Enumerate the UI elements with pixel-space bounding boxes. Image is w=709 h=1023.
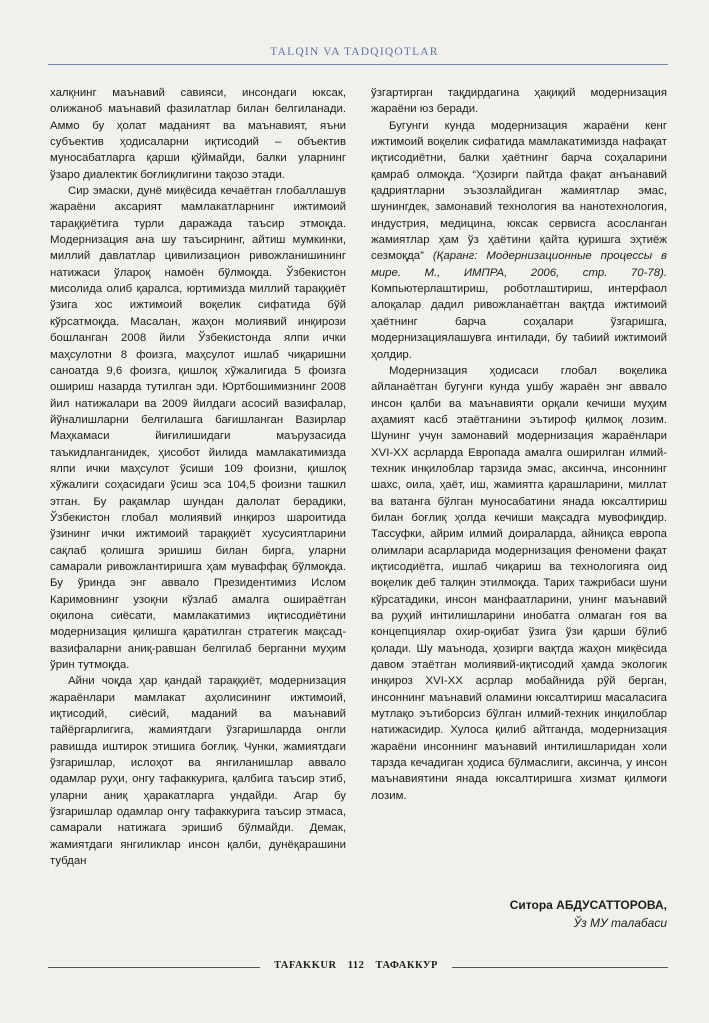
author-signature — [371, 896, 667, 932]
paragraph-continuation: Компьютерлаштириш, роботлаштириш, интерфаол алоқалар дадил ривожланаётган вақтда ижтимоий ҳаётнинг барча соҳалари ўзгаришга, модернизациялашувга интилади, бу табиий ижтимоий ҳолдир. — [371, 283, 667, 361]
paragraph — [371, 118, 667, 363]
paragraph: Сир эмаски, дунё миқёсида кечаётган глобаллашув жараёни аксарият мамлакатларнинг ижтимоий тараққиётига турли даражада таъсир этмоқда. Модернизация ана шу таъсирнинг, айтиш мумкинки, миллий давлатлар цивилизацион ривожланишининг натижаси ўлароқ намоён бўлмоқда. Ўзбекистон мисолида олиб қаралса, юртимизда миллий тараққиёт ўзига хос ижтимоий воқелик сифатида бўй кўрсатмоқда. Масалан, жаҳон молиявий инқирози бошланган 2008 йили Ўзбекистонда ялпи ички маҳсулотни 8 фоизга, маҳсулот ишлаб чиқаришни саноатда 9,6 фоизга, қишлоқ хўжалигида 5 фоизга ошириш назарда тутилган эди. Юртбошимизнинг 2008 йил натижалари ва 2009 йилдаги асосий вазифалар, йўналишларни белгилашга бағишланган Вазирлар Маҳкамаси йиғилишидаги маърузасида таъкидланганидек, ҳисобот йилида мамлакатимизда ялпи ички маҳсулот ўсиши 109 фоизни, қишлоқ хўжалиги соҳасидаги ўсиш эса 104,5 фоизни ташкил этган. Бу рақамлар шундан далолат берадики, Ўзбекистон глобал молиявий инқироз шароитида ўзининг ички ижтимоий тараққиёт хусусиятларини сақлаб қолишга эришиш билан бирга, уларни самарали ривожлантиришга ҳам муваффақ бўлмоқда. Бу ўринда энг аввало Президентимиз Ислом Каримовнинг узоқни кўзлаб амалга ошираётган оқилона сиёсати, мамлакатимиз иқтисодиётини модернизация қилишга қаратилган стратегик мақсад-вазифаларни аниқ-равшан белгилаб берганни муҳим ўрин тутмоқда. — [50, 185, 346, 672]
right-column — [371, 85, 667, 804]
footer-cyrillic-title: ТАФАККУР — [375, 960, 438, 971]
left-column — [50, 85, 346, 870]
citation: (Қаранг: Модернизационные процессы в мире. М., ИМПРА, 2006, стр. 70-78). — [371, 250, 667, 279]
footer-latin-title: TAFAKKUR — [274, 960, 337, 971]
footer-label — [260, 960, 452, 971]
quote-text: Бугунги кунда модернизация жараёни кенг ижтимоий воқелик сифатида мамлакатимизда нафақат иқтисодиётни, балки ҳаётнинг барча соҳаларини қамраб олмоқда. “Ҳозирги пайтда фақат анъанавий қадриятларни эъзозлайдиган жамиятлар эмас, шунингдек, замонавий технология ва нанотехнология, индустрия, медицина, юксак сервисга асосланган жамиятлар ҳам ўз ҳаётини қайта қуришга эҳтиёж сезмоқда” — [371, 119, 667, 263]
page-footer — [48, 960, 668, 976]
paragraph: Модернизация ҳодисаси глобал воқелика айланаётган бугунги кунда ушбу жараён энг аввало инсон қалби ва маънавияти орқали кечиши муҳим аҳамият касб этаётганини эътироф қилмоқ лозим. Шунинг учун замонавий модернизация жараёнлари XVI-XX асрларда Европада амалга оширилган илмий-техник инқилоблар тарзида эмас, аксинча, инсоннинг шахс, оила, ҳаёт, иш, жамиятга қарашларини, миллат ва ватанга бўлган муносабатини янада юксалтириш билан боғлиқ ҳолда кечиши мақсадга мувофиқдир. Тассуфки, айрим илмий доираларда, айниқса европа олимлари асарларида модернизация феномени фақат иқтисодиётга, ишлаб чиқариш ва технологияга оид воқелик деб талқин этилмоқда. Тарих тажрибаси шуни кўрсатадики, инсон манфаатларини, унинг маънавий ва руҳий интилишларини инобатга олмаган ғоя ва концепциялар охир-оқибат ўзига ўзи қарши бўлиб қолади. Шу маънода, ҳозирги вақтда жаҳон миқёсида давом этаётган молиявий-иқтисодий ҳамда экологик инқироз XVI-XX асрлар мобайнида рўй берган, инсоннинг маънавий оламини юксалтириш масаласига мутлақо эътиборсиз бўлган илмий-техник инқилоблар натижасидир. Хулоса қилиб айтганда, модернизация жараёни инсоннинг маънавий интилишларидан холи тарзда кечадиган ҳодиса бўлмаслиги, аксинча, у инсон маънавиятини янада юксалтиришга хизмат қилмоғи лозим. — [371, 364, 667, 802]
page-number: 112 — [347, 960, 365, 971]
author-role: Ўз МУ талабаси — [573, 916, 667, 930]
running-header: TALQIN VA TADQIQOTLAR — [270, 46, 439, 58]
header-divider — [48, 64, 668, 65]
paragraph: Айни чоқда ҳар қандай тараққиёт, модернизация жараёнлари мамлакат аҳолисининг ижтимоий, иқтисодий, сиёсий, маданий ва маънавий тайёргарлигига, жамиятдаги ўзгаришларда онгли равишда иштирок этишига боғлиқ. Чунки, жамиятдаги ўзгаришлар, ислоҳот ва янгиланишлар аввало одамлар руҳи, онгу тафаккурига, қалбига таъсир этиб, уларни аниқ ҳаракатларга ундайди. Агар бу ўзгаришлар одамлар онгу тафаккурига таъсир этмаса, самарали натижага эришиб бўлмайди. Демак, жамиятдаги янгиликлар инсон қалби, дунёқарашини тубдан — [50, 675, 346, 868]
paragraph: халқнинг маънавий савияси, инсондаги юксак, олижаноб маънавий фазилатлар билан белгиланади. Аммо бу ҳолат маданият ва маънавият, яъни субъектив ҳодисаларни иқтисодий – объектив муносабатларга қарши қўймайди, балки уларнинг ўзаро диалектик боғлиқлигини тақозо этади. — [50, 87, 346, 181]
footer-rule-right — [452, 967, 668, 968]
paragraph: ўзгартирган тақдирдагина ҳақиқий модернизация жараёни юз беради. — [371, 87, 667, 116]
footer-rule-left — [48, 967, 260, 968]
author-name: Ситора АБДУСАТТОРОВА, — [509, 898, 667, 912]
